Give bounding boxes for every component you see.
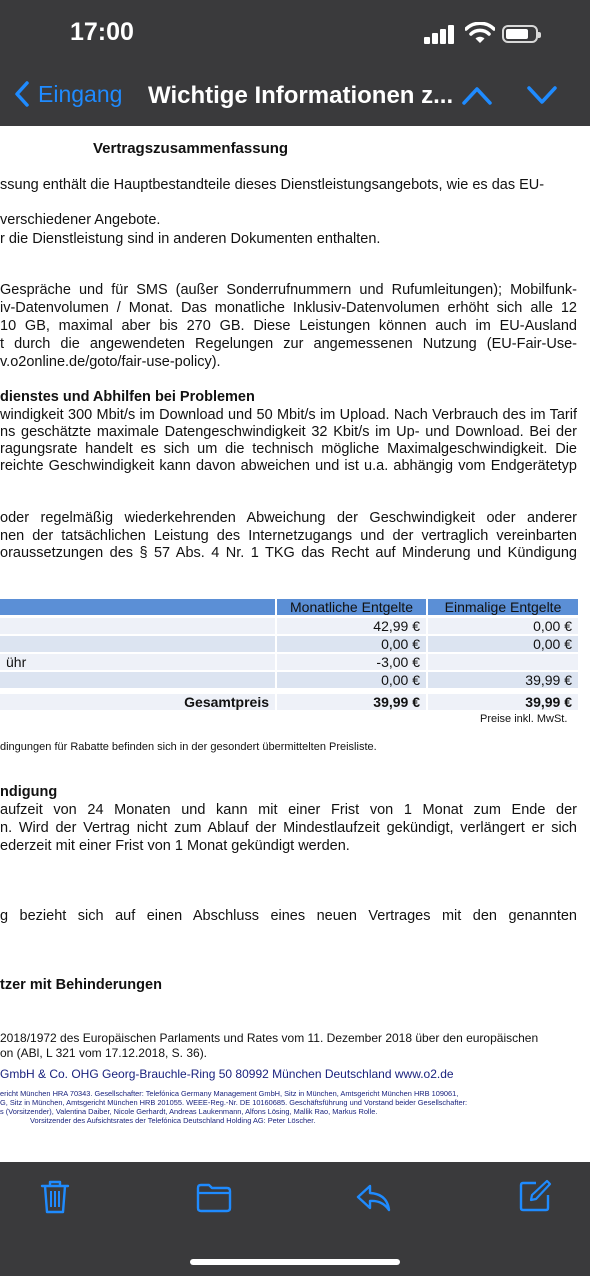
table-cell: -3,00 € <box>277 654 426 670</box>
footer-line: G, Sitz in München, Amtsgericht München HRB 201055. WEEE-Reg.-Nr. DE 10160685. Geschäftsführung und Vorstand beider Gesellschafter: <box>0 1098 468 1107</box>
vat-note: Preise inkl. MwSt. <box>480 713 568 725</box>
table-cell <box>0 618 275 634</box>
termination-line: aufzeit von 24 Monaten und kann mit einer Frist von 1 Monat zum Ende der <box>0 802 577 818</box>
table-row <box>0 654 578 670</box>
footer-line: s (Vorsitzender), Valentina Daiber, Nicole Gerhardt, Andreas Laukenmann, Alfons Lösing, Mallik Rao, Markus Rolle. <box>0 1107 378 1116</box>
legal-line: on (ABl, L 321 vom 17.12.2018, S. 36). <box>0 1046 208 1060</box>
termination-line: n. Wird der Vertrag nicht zum Ablauf der Mindestlaufzeit gekündigt, verlängert er sich <box>0 820 577 836</box>
folder-icon[interactable] <box>196 1183 232 1213</box>
table-cell: 39,99 € <box>428 672 578 688</box>
table-cell <box>0 672 275 688</box>
termination-line: ederzeit mit einer Frist von 1 Monat gekündigt werden. <box>0 838 350 854</box>
table-cell: 0,00 € <box>428 636 578 652</box>
chevron-up-icon[interactable] <box>461 84 493 106</box>
services-line: 10 GB, maximal aber bis 270 GB. Diese Leistungen können auch im EU-Ausland <box>0 318 577 334</box>
table-cell: 39,99 € <box>277 694 426 710</box>
trash-icon[interactable] <box>40 1179 70 1215</box>
disability-heading: tzer mit Behinderungen <box>0 977 162 993</box>
remedy-line: nen der tatsächlichen Leistung des Internetzugangs und der vertraglich vereinbarten <box>0 528 577 544</box>
chevron-down-icon[interactable] <box>526 84 558 106</box>
navigation-bar <box>0 64 590 126</box>
compose-icon[interactable] <box>518 1179 552 1213</box>
contract-note: g bezieht sich auf einen Abschluss eines neuen Vertrages mit den genannten <box>0 908 577 924</box>
speed-line: windigkeit 300 Mbit/s im Download und 50 Mbit/s im Upload. Nach Verbrauch des im Tarif <box>0 407 577 423</box>
table-cell: 0,00 € <box>428 618 578 634</box>
table-header-cell: Einmalige Entgelte <box>428 599 578 615</box>
intro-line: ssung enthält die Hauptbestandteile dieses Dienstleistungsangebots, wie es das EU- <box>0 177 545 193</box>
back-label: Eingang <box>38 80 123 107</box>
table-cell: 42,99 € <box>277 618 426 634</box>
cellular-signal-icon <box>424 24 456 44</box>
footer-line: Vorsitzender des Aufsichtsrates der Telefónica Deutschland Holding AG: Peter Löscher. <box>30 1116 316 1125</box>
services-line: v.o2online.de/goto/fair-use-policy). <box>0 354 221 370</box>
intro-line: r die Dienstleistung sind in anderen Dokumenten enthalten. <box>0 231 381 247</box>
table-header-cell: Monatliche Entgelte <box>277 599 426 615</box>
table-cell: ühr <box>0 654 275 670</box>
legal-line: 2018/1972 des Europäischen Parlaments und Rates vom 11. Dezember 2018 über den europäischen <box>0 1031 539 1045</box>
table-row <box>0 672 578 688</box>
status-bar <box>0 0 590 64</box>
table-cell: 39,99 € <box>428 694 578 710</box>
table-cell: Gesamtpreis <box>0 694 275 710</box>
intro-line: verschiedener Angebote. <box>0 212 161 228</box>
table-cell <box>428 654 578 670</box>
chevron-left-icon <box>14 80 30 108</box>
speed-heading: dienstes und Abhilfen bei Problemen <box>0 389 255 405</box>
table-row <box>0 618 578 634</box>
speed-line: ragungsrate handelt es sich um die technisch mögliche Maximalgeschwindigkeit. Die <box>0 441 577 457</box>
services-line: Gespräche und für SMS (außer Sonderrufnummern und Rufumleitungen); Mobilfunk- <box>0 282 577 298</box>
speed-line: ns geschätzte maximale Datengeschwindigkeit 32 Kbit/s im Up- und Download. Bei der <box>0 424 577 440</box>
battery-icon <box>502 25 538 43</box>
company-line: GmbH & Co. OHG Georg-Brauchle-Ring 50 80992 München Deutschland www.o2.de <box>0 1067 454 1081</box>
status-time: 17:00 <box>70 18 134 46</box>
table-cell <box>0 636 275 652</box>
table-header-cell <box>0 599 275 615</box>
table-row <box>0 636 578 652</box>
reply-icon[interactable] <box>356 1183 392 1213</box>
speed-line: reichte Geschwindigkeit kann davon abweichen und ist u.a. abhängig vom Endgerätetyp <box>0 458 577 474</box>
wifi-icon <box>465 22 495 44</box>
price-table-header <box>0 599 578 615</box>
document-heading: Vertragszusammenfassung <box>93 140 289 157</box>
termination-heading: ndigung <box>0 784 58 800</box>
remedy-line: oraussetzungen des § 57 Abs. 4 Nr. 1 TKG das Recht auf Minderung und Kündigung <box>0 545 577 561</box>
table-cell: 0,00 € <box>277 636 426 652</box>
document-view[interactable] <box>0 126 590 1162</box>
services-line: iv-Datenvolumen / Monat. Das monatliche Inklusiv-Datenvolumen erhöht sich alle 12 <box>0 300 577 316</box>
back-button[interactable] <box>14 80 122 108</box>
services-line: t durch die angewendeten Regelungen zur angemessenen Nutzung (EU-Fair-Use- <box>0 336 577 352</box>
message-title: Wichtige Informationen z... <box>148 82 454 109</box>
remedy-line: oder regelmäßig wiederkehrenden Abweichung der Geschwindigkeit oder anderer <box>0 510 577 526</box>
footer-line: ericht München HRA 70343. Gesellschafter: Telefónica Germany Management GmbH, Sitz in München, Amtsgericht München HRB 109061, <box>0 1089 459 1098</box>
bottom-toolbar <box>0 1162 590 1276</box>
table-cell: 0,00 € <box>277 672 426 688</box>
discount-note: dingungen für Rabatte befinden sich in der gesondert übermittelten Preisliste. <box>0 741 377 753</box>
home-indicator[interactable] <box>190 1259 400 1265</box>
table-total-row <box>0 694 578 710</box>
